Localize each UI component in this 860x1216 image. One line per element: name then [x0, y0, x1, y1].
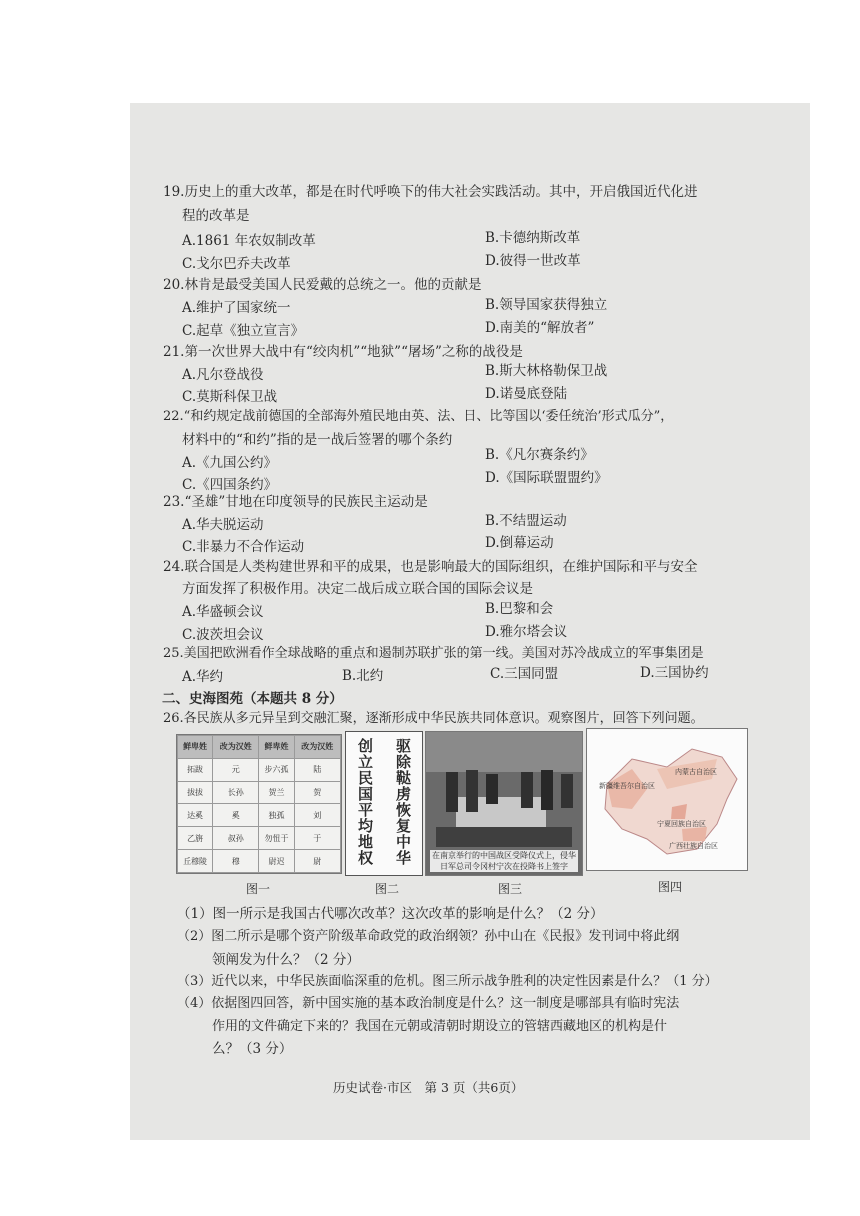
q25-option-b: B.北约	[342, 668, 384, 684]
figure-3-caption: 图三	[498, 882, 523, 896]
q22-option-c: C.《四国条约》	[182, 477, 278, 493]
q25-option-a: A.华约	[182, 669, 224, 685]
q22-option-d: D.《国际联盟盟约》	[485, 470, 608, 486]
q26-sub4-line2: 作用的文件确定下来的？我国在元朝或清朝时期设立的管辖西藏地区的机构是什	[212, 1019, 668, 1034]
q19-stem-line2: 程的改革是	[182, 208, 250, 224]
figure-2-right-column: 驱除鞑虏恢复中华	[394, 738, 412, 866]
q22-option-a: A.《九国公约》	[182, 455, 278, 471]
map-region-ningxia: 宁夏回族自治区	[657, 820, 706, 828]
figure-1-cell: 尉迟	[259, 850, 294, 873]
q20-option-d: D.南美的“解放者”	[485, 320, 595, 336]
map-region-neimenggu: 内蒙古自治区	[675, 768, 717, 776]
figure-1-header-cell: 鲜卑姓	[259, 736, 294, 759]
china-map-image	[587, 729, 747, 870]
q23-option-a: A.华夫脱运动	[182, 517, 264, 533]
figure-1-cell: 叔孙	[213, 827, 259, 850]
figure-1-cell: 乙旃	[178, 827, 213, 850]
figure-1-cell: 陆	[294, 758, 340, 781]
figure-1-row	[178, 804, 341, 827]
q23-stem: 23.“圣雄”甘地在印度领导的民族民主运动是	[163, 494, 428, 510]
q25-option-d: D.三国协约	[640, 665, 709, 681]
figure-1-row	[178, 827, 341, 850]
q21-option-c: C.莫斯科保卫战	[182, 389, 278, 405]
q21-stem: 21.第一次世界大战中有“绞肉机”“地狱”“屠场”之称的战役是	[163, 344, 523, 360]
q24-option-b: B.巴黎和会	[485, 601, 554, 617]
figure-4-caption: 图四	[658, 880, 683, 894]
figure-1-header-cell: 鲜卑姓	[178, 736, 213, 759]
q26-sub2-line1: （2）图二所示是哪个资产阶级革命政党的政治纲领？孙中山在《民报》发刊词中将此纲	[177, 929, 680, 944]
q24-option-c: C.波茨坦会议	[182, 627, 264, 643]
q20-stem: 20.林肯是最受美国人民爱戴的总统之一。他的贡献是	[163, 277, 482, 293]
figure-1-cell: 丘穆陵	[178, 850, 213, 873]
q25-option-c: C.三国同盟	[490, 666, 559, 682]
q20-option-a: A.维护了国家统一	[182, 300, 291, 316]
figure-2-caption: 图二	[375, 882, 400, 896]
q25-stem: 25.美国把欧洲看作全球战略的重点和遏制苏联扩张的第一线。美国对苏冷战成立的军事集团是	[163, 646, 704, 661]
figure-2-calligraphy	[345, 731, 423, 876]
figure-1-cell: 贺兰	[259, 781, 294, 804]
q24-stem-line1: 24.联合国是人类构建世界和平的成果，也是影响最大的国际组织，在维护国际和平与安全	[163, 559, 698, 575]
q24-stem-line2: 方面发挥了积极作用。决定二战后成立联合国的国际会议是	[182, 581, 533, 597]
figure-1-row	[178, 781, 341, 804]
figure-1-header-cell: 改为汉姓	[213, 736, 259, 759]
q26-sub1: （1）图一所示是我国古代哪次改革？这次改革的影响是什么？（2 分）	[177, 906, 604, 922]
figure-1-caption: 图一	[246, 882, 271, 896]
figure-1-cell: 步六孤	[259, 758, 294, 781]
q26-sub4-line1: （4）依据图四回答，新中国实施的基本政治制度是什么？这一制度是哪部具有临时宪法	[177, 996, 680, 1011]
q24-option-d: D.雅尔塔会议	[485, 624, 568, 640]
figure-1-cell: 拔拔	[178, 781, 213, 804]
q23-option-d: D.倒幕运动	[485, 535, 554, 551]
figure-2-left-column: 创立民国平均地权	[356, 738, 374, 866]
q21-option-a: A.凡尔登战役	[182, 367, 264, 383]
figure-1-cell: 勿忸于	[259, 827, 294, 850]
q22-stem-line2: 材料中的“和约”指的是一战后签署的哪个条约	[182, 432, 453, 448]
figure-1-cell: 于	[294, 827, 340, 850]
q20-option-b: B.领导国家获得独立	[485, 297, 608, 313]
q26-sub2-line2: 领阐发为什么？（2 分）	[212, 952, 360, 968]
figure-1-cell: 贺	[294, 781, 340, 804]
q21-option-d: D.诺曼底登陆	[485, 386, 568, 402]
q22-option-b: B.《凡尔赛条约》	[485, 447, 594, 463]
figure-1-header-cell: 改为汉姓	[294, 736, 340, 759]
figure-1-cell: 奚	[213, 804, 259, 827]
q20-option-c: C.起草《独立宣言》	[182, 323, 305, 339]
figure-1-row	[178, 758, 341, 781]
figure-1-cell: 达奚	[178, 804, 213, 827]
q23-option-c: C.非暴力不合作运动	[182, 539, 305, 555]
q19-option-a: A.1861 年农奴制改革	[182, 233, 316, 249]
figure-1-cell: 独孤	[259, 804, 294, 827]
section-title: 二、史海图苑（本题共 8 分）	[162, 691, 343, 707]
q21-option-b: B.斯大林格勒保卫战	[485, 363, 608, 379]
q26-sub3: （3）近代以来，中华民族面临深重的危机。图三所示战争胜利的决定性因素是什么？（1 分）	[177, 974, 718, 989]
figure-1-row	[178, 850, 341, 873]
q22-stem-line1: 22.“和约规定战前德国的全部海外殖民地由英、法、日、比等国以‘委任统治’形式瓜分”，	[163, 409, 674, 424]
q19-option-c: C.戈尔巴乔夫改革	[182, 256, 291, 272]
q19-stem-line1: 19.历史上的重大改革，都是在时代呼唤下的伟大社会实践活动。其中，开启俄国近代化进	[163, 184, 698, 200]
q19-option-d: D.彼得一世改革	[485, 253, 581, 269]
figure-3-photo-caption: 在南京举行的中国战区受降仪式上，侵华日军总司令冈村宁次在投降书上签字	[432, 851, 576, 871]
map-region-guangxi: 广西壮族自治区	[669, 842, 718, 850]
figure-1-cell: 穆	[213, 850, 259, 873]
q26-sub4-line3: 么？（3 分）	[212, 1041, 293, 1057]
map-region-xinjiang: 新疆维吾尔自治区	[599, 782, 655, 790]
figure-1-cell: 尉	[294, 850, 340, 873]
q26-stem: 26.各民族从多元异呈到交融汇聚，逐渐形成中华民族共同体意识。观察图片，回答下列问题。	[163, 711, 704, 726]
q19-option-b: B.卡德纳斯改革	[485, 230, 581, 246]
figure-1-table	[176, 734, 342, 874]
figure-1-cell: 元	[213, 758, 259, 781]
page-footer: 历史试卷·市区 第 3 页（共6页）	[333, 1080, 524, 1095]
q24-option-a: A.华盛顿会议	[182, 604, 264, 620]
q23-option-b: B.不结盟运动	[485, 513, 567, 529]
figure-1-cell: 刘	[294, 804, 340, 827]
figure-1-header-row	[178, 736, 341, 759]
figure-1-cell: 拓跋	[178, 758, 213, 781]
figure-4-map	[586, 728, 748, 871]
figure-1-cell: 长孙	[213, 781, 259, 804]
figure-3-photo	[425, 731, 583, 876]
